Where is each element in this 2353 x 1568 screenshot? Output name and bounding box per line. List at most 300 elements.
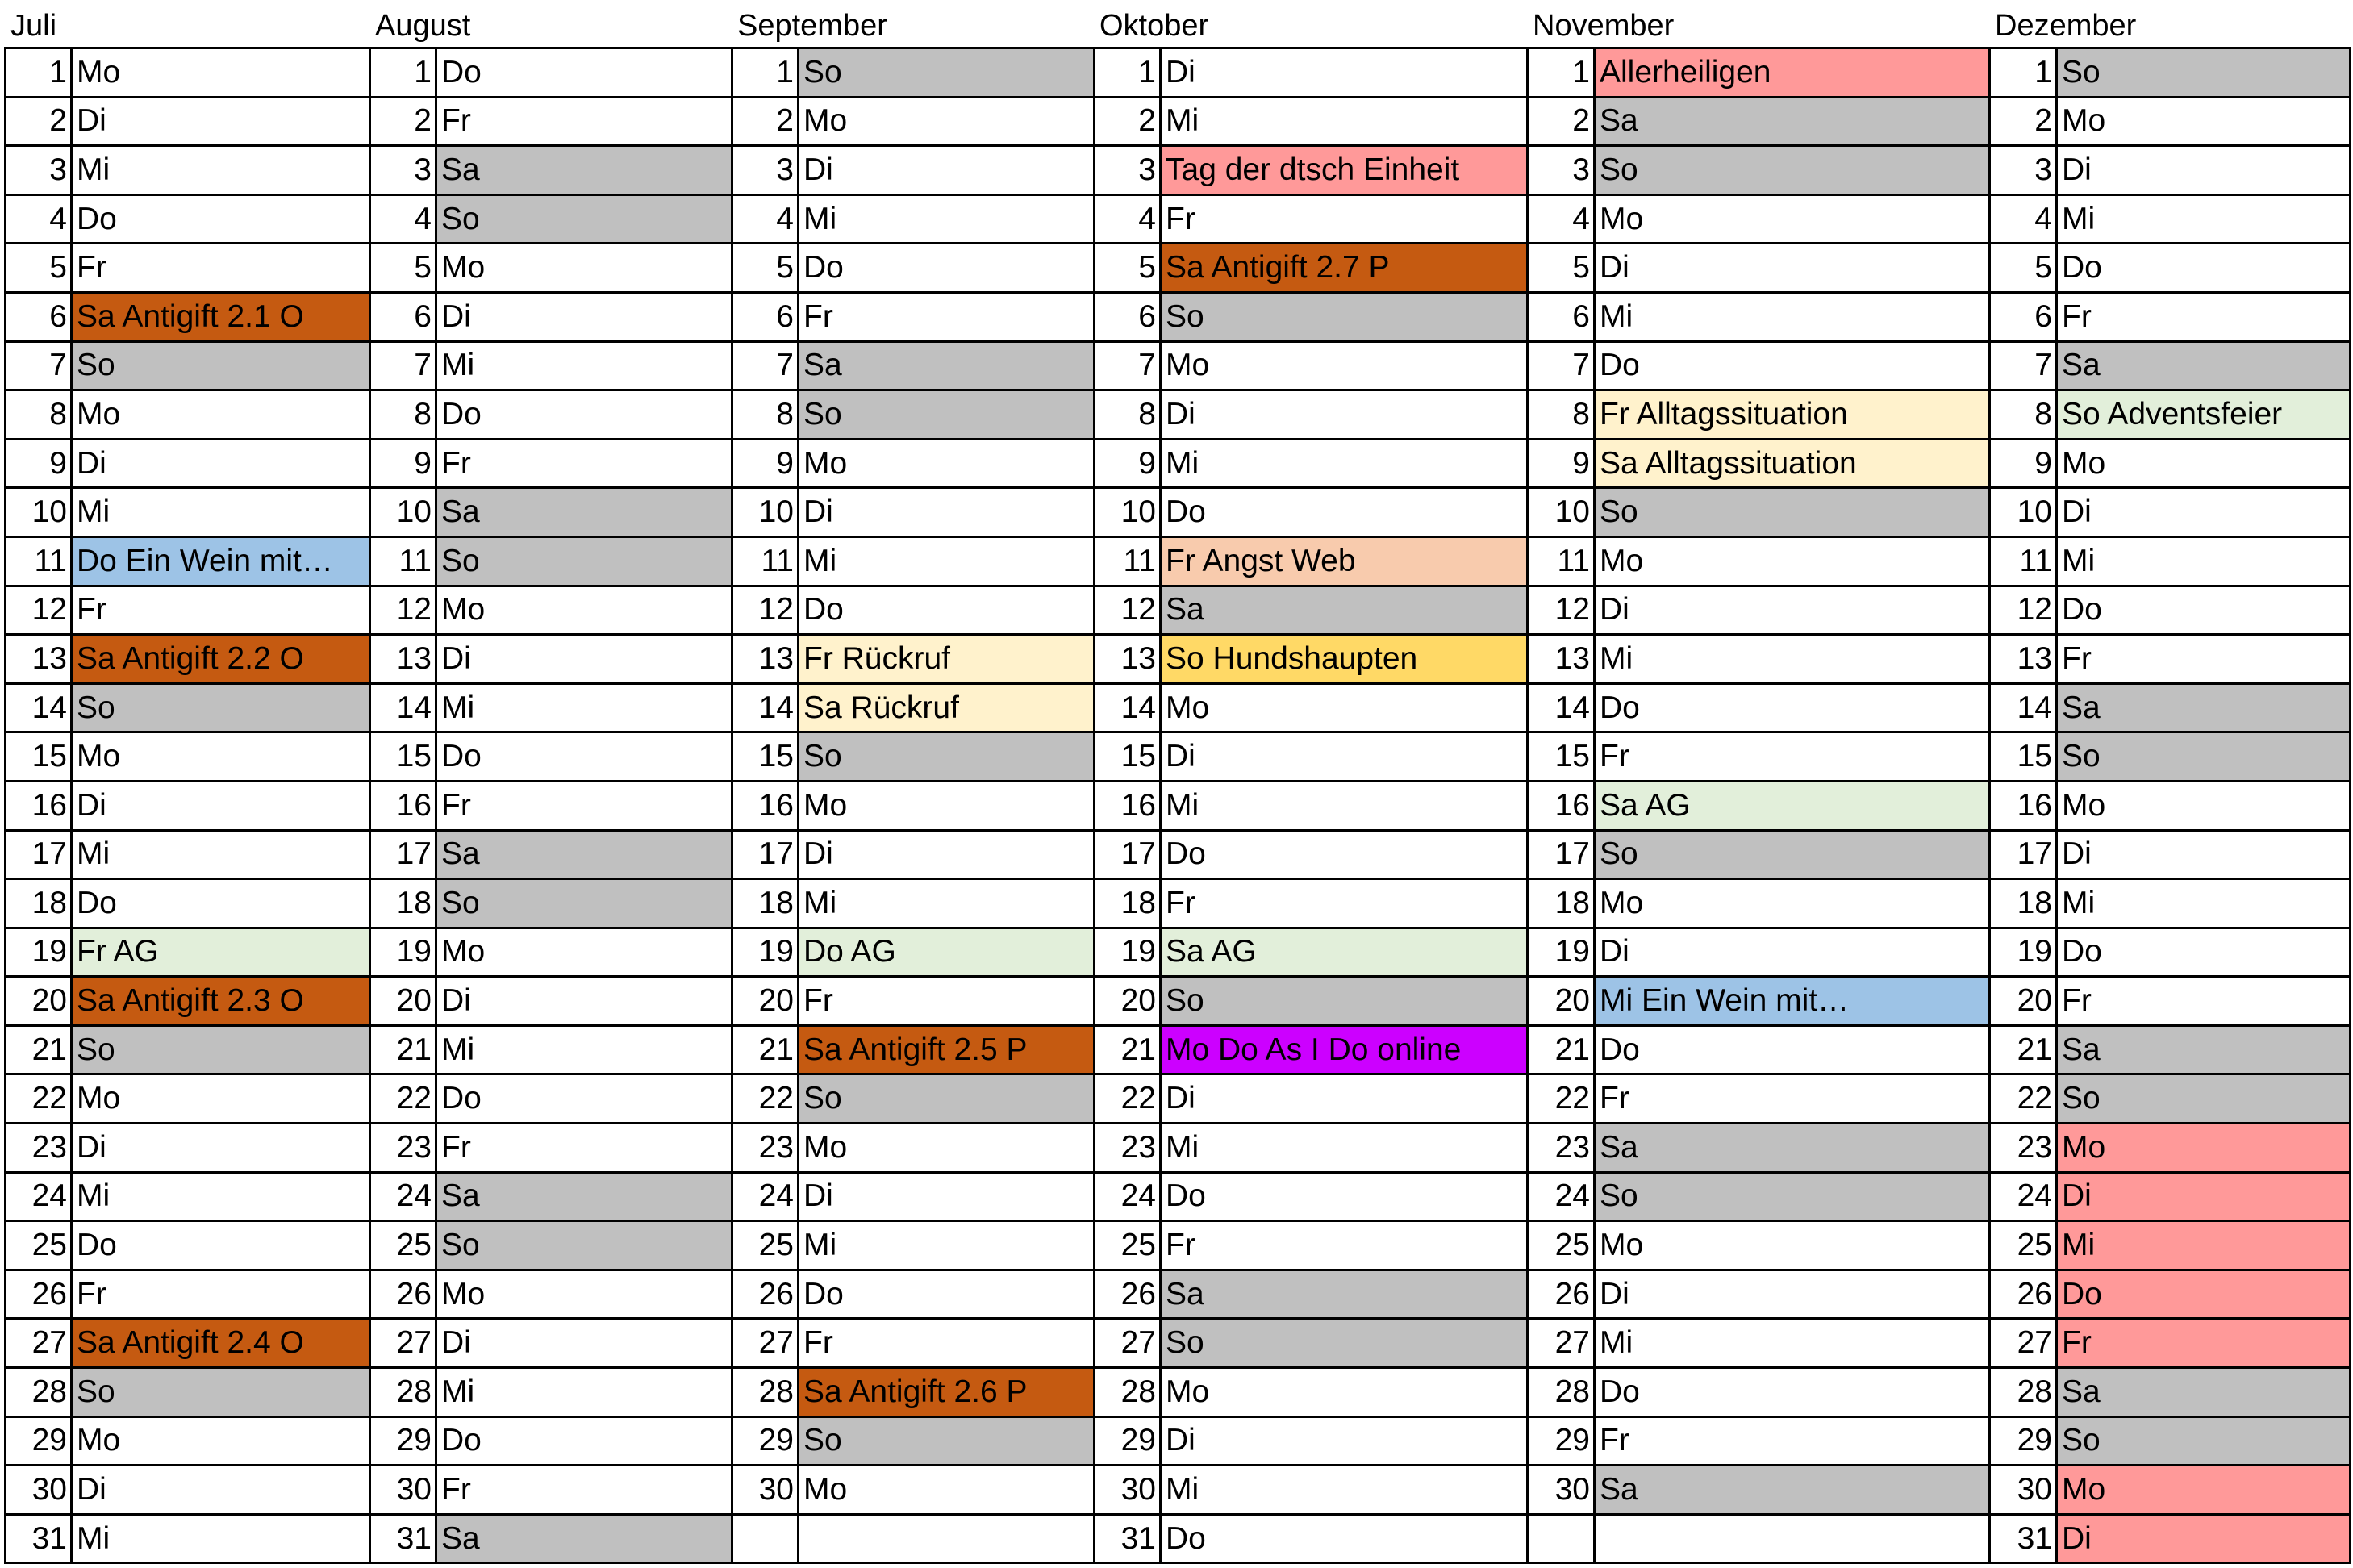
day-number[interactable]: 7 <box>732 341 799 390</box>
day-entry[interactable]: Sa AG <box>1161 928 1528 977</box>
day-number[interactable]: 11 <box>1528 536 1595 586</box>
day-entry[interactable]: So <box>1161 292 1528 341</box>
day-number[interactable]: 24 <box>6 1172 72 1221</box>
day-entry[interactable]: Di <box>1595 1270 1990 1319</box>
day-entry[interactable]: Di <box>2057 1172 2351 1221</box>
day-entry[interactable]: Do <box>1595 1025 1990 1074</box>
day-number[interactable]: 13 <box>1095 635 1161 684</box>
day-number[interactable]: 27 <box>732 1319 799 1368</box>
day-number[interactable]: 30 <box>1528 1466 1595 1515</box>
day-number[interactable]: 8 <box>1528 390 1595 440</box>
day-entry[interactable]: So <box>799 390 1095 440</box>
day-entry[interactable]: Di <box>1161 1074 1528 1124</box>
day-entry[interactable]: Di <box>1595 586 1990 635</box>
day-entry[interactable]: Do <box>436 390 732 440</box>
day-entry[interactable]: Sa <box>436 146 732 195</box>
day-entry[interactable]: Mi <box>1161 1124 1528 1173</box>
day-entry[interactable]: So <box>1161 1319 1528 1368</box>
day-number[interactable]: 17 <box>370 830 436 879</box>
day-entry[interactable] <box>1595 1514 1990 1563</box>
day-entry[interactable]: So <box>2057 1416 2351 1466</box>
day-entry[interactable]: Di <box>2057 146 2351 195</box>
day-number[interactable]: 20 <box>732 977 799 1026</box>
day-entry[interactable]: Sa <box>436 1514 732 1563</box>
day-number[interactable]: 13 <box>732 635 799 684</box>
day-number[interactable]: 18 <box>732 879 799 928</box>
day-number[interactable]: 17 <box>6 830 72 879</box>
day-entry[interactable]: Mo <box>1595 536 1990 586</box>
day-entry[interactable]: Do <box>1161 1514 1528 1563</box>
day-entry[interactable]: Di <box>72 781 370 830</box>
day-number[interactable]: 28 <box>732 1368 799 1417</box>
day-number[interactable]: 11 <box>1990 536 2057 586</box>
day-number[interactable]: 27 <box>1990 1319 2057 1368</box>
day-entry[interactable]: Fr <box>1595 732 1990 782</box>
day-number[interactable]: 5 <box>732 244 799 293</box>
day-entry[interactable]: Mo <box>1161 341 1528 390</box>
day-entry[interactable]: Mo <box>1161 683 1528 732</box>
day-number[interactable]: 5 <box>6 244 72 293</box>
day-number[interactable]: 25 <box>370 1221 436 1270</box>
day-number[interactable]: 28 <box>370 1368 436 1417</box>
day-number[interactable]: 19 <box>732 928 799 977</box>
day-entry[interactable]: Do <box>2057 928 2351 977</box>
day-number[interactable]: 8 <box>370 390 436 440</box>
day-number[interactable]: 26 <box>370 1270 436 1319</box>
day-number[interactable]: 22 <box>1528 1074 1595 1124</box>
day-number[interactable]: 10 <box>1528 488 1595 537</box>
day-entry[interactable]: So <box>799 1074 1095 1124</box>
day-entry[interactable]: Mi <box>2057 536 2351 586</box>
day-number[interactable]: 28 <box>6 1368 72 1417</box>
day-entry[interactable]: Fr <box>72 244 370 293</box>
day-number[interactable]: 12 <box>732 586 799 635</box>
day-number[interactable]: 16 <box>1990 781 2057 830</box>
day-number[interactable]: 1 <box>1528 48 1595 98</box>
day-number[interactable]: 17 <box>1990 830 2057 879</box>
day-number[interactable]: 11 <box>1095 536 1161 586</box>
day-number[interactable]: 10 <box>370 488 436 537</box>
day-number[interactable]: 12 <box>1528 586 1595 635</box>
day-number[interactable]: 10 <box>1095 488 1161 537</box>
day-entry[interactable]: Sa <box>2057 1368 2351 1417</box>
day-entry[interactable]: Di <box>72 439 370 488</box>
day-number[interactable]: 6 <box>1528 292 1595 341</box>
day-number[interactable]: 14 <box>1528 683 1595 732</box>
day-number[interactable]: 25 <box>6 1221 72 1270</box>
day-number[interactable]: 14 <box>6 683 72 732</box>
day-number[interactable]: 22 <box>1990 1074 2057 1124</box>
day-entry[interactable]: Mo <box>799 1124 1095 1173</box>
day-number[interactable]: 1 <box>732 48 799 98</box>
day-number[interactable]: 16 <box>370 781 436 830</box>
day-entry[interactable]: Mi <box>436 1025 732 1074</box>
day-entry[interactable]: Fr <box>436 1466 732 1515</box>
day-number[interactable]: 3 <box>1990 146 2057 195</box>
day-entry[interactable]: Do <box>799 244 1095 293</box>
day-number[interactable]: 29 <box>6 1416 72 1466</box>
day-number[interactable]: 20 <box>1990 977 2057 1026</box>
day-entry[interactable]: Mi <box>799 879 1095 928</box>
day-entry[interactable]: So <box>1595 830 1990 879</box>
day-number[interactable]: 30 <box>1990 1466 2057 1515</box>
day-entry[interactable]: Sa Antigift 2.3 O <box>72 977 370 1026</box>
day-entry[interactable]: Do <box>2057 586 2351 635</box>
day-entry[interactable]: Mo <box>1595 879 1990 928</box>
day-entry[interactable]: Do <box>72 879 370 928</box>
day-entry[interactable]: Sa Rückruf <box>799 683 1095 732</box>
day-entry[interactable]: Do <box>799 1270 1095 1319</box>
day-entry[interactable]: Mo <box>436 244 732 293</box>
day-number[interactable]: 9 <box>6 439 72 488</box>
day-entry[interactable]: Fr <box>72 586 370 635</box>
day-entry[interactable]: Sa <box>2057 341 2351 390</box>
day-entry[interactable]: Do <box>1595 1368 1990 1417</box>
day-number[interactable]: 8 <box>1095 390 1161 440</box>
day-entry[interactable]: Mo <box>2057 781 2351 830</box>
day-number[interactable]: 6 <box>1095 292 1161 341</box>
day-entry[interactable]: So Adventsfeier <box>2057 390 2351 440</box>
day-entry[interactable]: Di <box>72 1124 370 1173</box>
day-number[interactable]: 12 <box>6 586 72 635</box>
day-number[interactable]: 19 <box>1095 928 1161 977</box>
day-number[interactable]: 28 <box>1528 1368 1595 1417</box>
day-number[interactable]: 4 <box>1095 194 1161 244</box>
day-number[interactable]: 31 <box>6 1514 72 1563</box>
day-number[interactable]: 16 <box>1095 781 1161 830</box>
day-number[interactable]: 31 <box>370 1514 436 1563</box>
day-number[interactable]: 17 <box>732 830 799 879</box>
day-number[interactable]: 9 <box>1095 439 1161 488</box>
day-entry[interactable]: Mi <box>2057 194 2351 244</box>
day-entry[interactable]: Di <box>799 1172 1095 1221</box>
day-entry[interactable]: Mo <box>799 439 1095 488</box>
day-entry[interactable]: Mo <box>72 48 370 98</box>
day-entry[interactable]: Fr <box>436 781 732 830</box>
day-entry[interactable]: So <box>72 1025 370 1074</box>
day-entry[interactable]: Fr <box>1161 879 1528 928</box>
day-entry[interactable]: Fr Angst Web <box>1161 536 1528 586</box>
day-number[interactable]: 9 <box>1528 439 1595 488</box>
day-entry[interactable]: Mo <box>72 1416 370 1466</box>
day-number[interactable]: 26 <box>1095 1270 1161 1319</box>
day-number[interactable]: 13 <box>1990 635 2057 684</box>
day-entry[interactable]: Di <box>1161 732 1528 782</box>
day-number[interactable]: 16 <box>6 781 72 830</box>
day-number[interactable] <box>1528 1514 1595 1563</box>
day-number[interactable]: 2 <box>1095 97 1161 146</box>
day-entry[interactable]: Mi <box>1161 781 1528 830</box>
day-number[interactable]: 4 <box>732 194 799 244</box>
day-entry[interactable]: Do Ein Wein mit… <box>72 536 370 586</box>
day-entry[interactable]: Sa Antigift 2.5 P <box>799 1025 1095 1074</box>
day-number[interactable]: 11 <box>732 536 799 586</box>
day-entry[interactable]: Do <box>1595 341 1990 390</box>
day-number[interactable]: 23 <box>1528 1124 1595 1173</box>
day-number[interactable]: 7 <box>6 341 72 390</box>
day-number[interactable]: 4 <box>370 194 436 244</box>
day-number[interactable]: 8 <box>732 390 799 440</box>
day-number[interactable]: 14 <box>1990 683 2057 732</box>
day-number[interactable]: 1 <box>1095 48 1161 98</box>
day-entry[interactable]: Mi <box>1161 97 1528 146</box>
day-entry[interactable]: So <box>799 48 1095 98</box>
day-entry[interactable]: Sa <box>799 341 1095 390</box>
day-entry[interactable]: Do <box>2057 1270 2351 1319</box>
day-number[interactable]: 18 <box>1095 879 1161 928</box>
day-entry[interactable]: Mi <box>2057 1221 2351 1270</box>
day-entry[interactable]: Mi <box>2057 879 2351 928</box>
day-number[interactable]: 22 <box>1095 1074 1161 1124</box>
day-number[interactable]: 5 <box>1528 244 1595 293</box>
day-entry[interactable]: So <box>1595 1172 1990 1221</box>
day-number[interactable]: 24 <box>732 1172 799 1221</box>
day-entry[interactable]: Mi <box>1595 1319 1990 1368</box>
day-number[interactable]: 29 <box>1528 1416 1595 1466</box>
day-number[interactable]: 30 <box>6 1466 72 1515</box>
day-entry[interactable]: Fr <box>1595 1416 1990 1466</box>
day-entry[interactable]: Di <box>799 488 1095 537</box>
day-number[interactable]: 3 <box>1528 146 1595 195</box>
day-number[interactable]: 1 <box>370 48 436 98</box>
day-number[interactable]: 24 <box>1990 1172 2057 1221</box>
day-number[interactable]: 24 <box>370 1172 436 1221</box>
day-number[interactable]: 16 <box>732 781 799 830</box>
day-number[interactable]: 5 <box>1095 244 1161 293</box>
day-number[interactable]: 14 <box>1095 683 1161 732</box>
day-number[interactable]: 12 <box>370 586 436 635</box>
day-entry[interactable]: Do <box>1161 830 1528 879</box>
day-entry[interactable]: Mo <box>2057 439 2351 488</box>
day-entry[interactable]: Sa Antigift 2.6 P <box>799 1368 1095 1417</box>
day-number[interactable]: 6 <box>6 292 72 341</box>
day-entry[interactable]: Di <box>1595 244 1990 293</box>
day-entry[interactable]: Fr <box>799 977 1095 1026</box>
day-entry[interactable]: Sa Antigift 2.4 O <box>72 1319 370 1368</box>
day-entry[interactable]: Do <box>1595 683 1990 732</box>
day-entry[interactable]: Mi <box>436 1368 732 1417</box>
day-number[interactable]: 26 <box>6 1270 72 1319</box>
day-entry[interactable]: Fr <box>2057 977 2351 1026</box>
day-number[interactable]: 31 <box>1095 1514 1161 1563</box>
day-number[interactable]: 27 <box>1095 1319 1161 1368</box>
day-entry[interactable]: Mi <box>436 683 732 732</box>
day-number[interactable]: 15 <box>1528 732 1595 782</box>
day-entry[interactable]: Fr <box>2057 292 2351 341</box>
day-number[interactable]: 15 <box>1095 732 1161 782</box>
day-number[interactable]: 11 <box>370 536 436 586</box>
day-entry[interactable]: Fr <box>436 439 732 488</box>
day-number[interactable]: 4 <box>6 194 72 244</box>
day-entry[interactable]: Mi <box>72 1172 370 1221</box>
day-number[interactable]: 22 <box>732 1074 799 1124</box>
day-entry[interactable]: Sa AG <box>1595 781 1990 830</box>
day-number[interactable]: 17 <box>1095 830 1161 879</box>
day-number[interactable]: 27 <box>370 1319 436 1368</box>
day-number[interactable]: 10 <box>1990 488 2057 537</box>
day-entry[interactable]: Di <box>436 977 732 1026</box>
day-number[interactable]: 30 <box>370 1466 436 1515</box>
day-number[interactable]: 22 <box>370 1074 436 1124</box>
day-entry[interactable]: So <box>436 1221 732 1270</box>
day-number[interactable]: 21 <box>1990 1025 2057 1074</box>
day-number[interactable]: 28 <box>1990 1368 2057 1417</box>
day-entry[interactable]: Mi <box>72 146 370 195</box>
day-number[interactable]: 26 <box>732 1270 799 1319</box>
day-number[interactable]: 11 <box>6 536 72 586</box>
day-entry[interactable]: Mo <box>436 928 732 977</box>
day-entry[interactable]: Mo <box>799 97 1095 146</box>
day-entry[interactable]: Mo <box>1161 1368 1528 1417</box>
day-number[interactable]: 21 <box>1528 1025 1595 1074</box>
day-entry[interactable]: Allerheiligen <box>1595 48 1990 98</box>
day-entry[interactable]: Sa <box>436 830 732 879</box>
day-entry[interactable]: Mo <box>436 586 732 635</box>
day-number[interactable]: 24 <box>1095 1172 1161 1221</box>
day-number[interactable]: 7 <box>370 341 436 390</box>
day-number[interactable]: 18 <box>6 879 72 928</box>
day-entry[interactable]: Mo <box>1595 1221 1990 1270</box>
day-entry[interactable]: Fr <box>72 1270 370 1319</box>
day-number[interactable]: 5 <box>370 244 436 293</box>
day-entry[interactable] <box>799 1514 1095 1563</box>
day-entry[interactable]: Do <box>1161 488 1528 537</box>
day-number[interactable]: 12 <box>1095 586 1161 635</box>
day-number[interactable]: 18 <box>1990 879 2057 928</box>
day-entry[interactable]: So <box>799 732 1095 782</box>
day-number[interactable]: 20 <box>1095 977 1161 1026</box>
day-number[interactable]: 23 <box>6 1124 72 1173</box>
day-entry[interactable]: Do <box>436 732 732 782</box>
day-entry[interactable]: Sa Antigift 2.1 O <box>72 292 370 341</box>
day-number[interactable]: 21 <box>6 1025 72 1074</box>
day-entry[interactable]: Di <box>1161 1416 1528 1466</box>
day-entry[interactable]: Do AG <box>799 928 1095 977</box>
day-number[interactable]: 21 <box>1095 1025 1161 1074</box>
day-entry[interactable]: So Hundshaupten <box>1161 635 1528 684</box>
day-entry[interactable]: Fr <box>1161 1221 1528 1270</box>
day-entry[interactable]: Di <box>1161 48 1528 98</box>
day-number[interactable]: 2 <box>1990 97 2057 146</box>
day-number[interactable]: 20 <box>1528 977 1595 1026</box>
day-number[interactable]: 18 <box>370 879 436 928</box>
day-entry[interactable]: Mo <box>72 732 370 782</box>
day-number[interactable]: 29 <box>1095 1416 1161 1466</box>
day-number[interactable]: 30 <box>732 1466 799 1515</box>
day-entry[interactable]: Di <box>799 146 1095 195</box>
day-entry[interactable]: So <box>72 1368 370 1417</box>
day-entry[interactable]: Fr Alltagssituation <box>1595 390 1990 440</box>
day-number[interactable]: 27 <box>1528 1319 1595 1368</box>
day-number[interactable]: 7 <box>1095 341 1161 390</box>
day-entry[interactable]: Sa <box>436 1172 732 1221</box>
day-entry[interactable]: Di <box>2057 830 2351 879</box>
day-entry[interactable]: Fr <box>799 292 1095 341</box>
day-number[interactable]: 20 <box>6 977 72 1026</box>
day-number[interactable]: 6 <box>370 292 436 341</box>
day-number[interactable]: 26 <box>1990 1270 2057 1319</box>
day-number[interactable]: 2 <box>1528 97 1595 146</box>
day-entry[interactable]: Sa <box>1595 1124 1990 1173</box>
day-entry[interactable]: Di <box>1161 390 1528 440</box>
day-entry[interactable]: So <box>436 194 732 244</box>
day-number[interactable]: 15 <box>732 732 799 782</box>
day-entry[interactable]: Mi <box>1161 1466 1528 1515</box>
day-number[interactable]: 28 <box>1095 1368 1161 1417</box>
day-entry[interactable]: Mi <box>1595 635 1990 684</box>
day-number[interactable]: 29 <box>732 1416 799 1466</box>
day-entry[interactable]: So <box>72 341 370 390</box>
day-entry[interactable]: Di <box>2057 1514 2351 1563</box>
day-entry[interactable]: Sa <box>2057 683 2351 732</box>
day-number[interactable]: 13 <box>6 635 72 684</box>
day-number[interactable]: 16 <box>1528 781 1595 830</box>
day-number[interactable]: 21 <box>732 1025 799 1074</box>
day-number[interactable]: 1 <box>1990 48 2057 98</box>
day-entry[interactable]: Fr AG <box>72 928 370 977</box>
day-entry[interactable]: Mi <box>72 830 370 879</box>
day-entry[interactable]: Sa <box>1161 586 1528 635</box>
day-number[interactable]: 19 <box>6 928 72 977</box>
day-number[interactable]: 15 <box>370 732 436 782</box>
day-entry[interactable]: Mi <box>436 341 732 390</box>
day-entry[interactable]: Sa <box>2057 1025 2351 1074</box>
day-number[interactable]: 12 <box>1990 586 2057 635</box>
day-entry[interactable]: So <box>72 683 370 732</box>
day-entry[interactable]: Sa <box>1595 97 1990 146</box>
day-number[interactable]: 19 <box>1528 928 1595 977</box>
day-number[interactable]: 2 <box>6 97 72 146</box>
day-number[interactable]: 9 <box>1990 439 2057 488</box>
day-entry[interactable]: Fr <box>799 1319 1095 1368</box>
day-entry[interactable]: Mo Do As I Do online <box>1161 1025 1528 1074</box>
day-entry[interactable]: Mi <box>72 1514 370 1563</box>
day-entry[interactable]: Di <box>436 1319 732 1368</box>
day-entry[interactable]: So <box>2057 48 2351 98</box>
day-entry[interactable]: Mo <box>1595 194 1990 244</box>
day-number[interactable]: 23 <box>1095 1124 1161 1173</box>
day-number[interactable]: 15 <box>1990 732 2057 782</box>
day-entry[interactable]: Mo <box>2057 97 2351 146</box>
day-entry[interactable]: Do <box>799 586 1095 635</box>
day-entry[interactable]: Mo <box>436 1270 732 1319</box>
day-number[interactable]: 8 <box>1990 390 2057 440</box>
day-number[interactable]: 10 <box>6 488 72 537</box>
day-entry[interactable]: Mi <box>72 488 370 537</box>
day-entry[interactable]: Fr Rückruf <box>799 635 1095 684</box>
day-entry[interactable]: Sa Antigift 2.2 O <box>72 635 370 684</box>
day-number[interactable]: 6 <box>1990 292 2057 341</box>
day-number[interactable]: 10 <box>732 488 799 537</box>
day-entry[interactable]: Do <box>72 1221 370 1270</box>
day-entry[interactable]: So <box>436 536 732 586</box>
day-number[interactable]: 9 <box>732 439 799 488</box>
day-number[interactable]: 7 <box>1990 341 2057 390</box>
day-entry[interactable]: Fr <box>436 97 732 146</box>
day-entry[interactable]: Fr <box>2057 1319 2351 1368</box>
day-number[interactable]: 3 <box>370 146 436 195</box>
day-entry[interactable]: Sa Antigift 2.7 P <box>1161 244 1528 293</box>
day-entry[interactable]: Mi <box>799 194 1095 244</box>
day-number[interactable]: 7 <box>1528 341 1595 390</box>
day-number[interactable]: 24 <box>1528 1172 1595 1221</box>
day-entry[interactable]: Sa <box>436 488 732 537</box>
day-entry[interactable]: Mo <box>2057 1124 2351 1173</box>
day-number[interactable]: 4 <box>1990 194 2057 244</box>
day-number[interactable]: 15 <box>6 732 72 782</box>
day-entry[interactable]: Do <box>436 1074 732 1124</box>
day-number[interactable]: 8 <box>6 390 72 440</box>
